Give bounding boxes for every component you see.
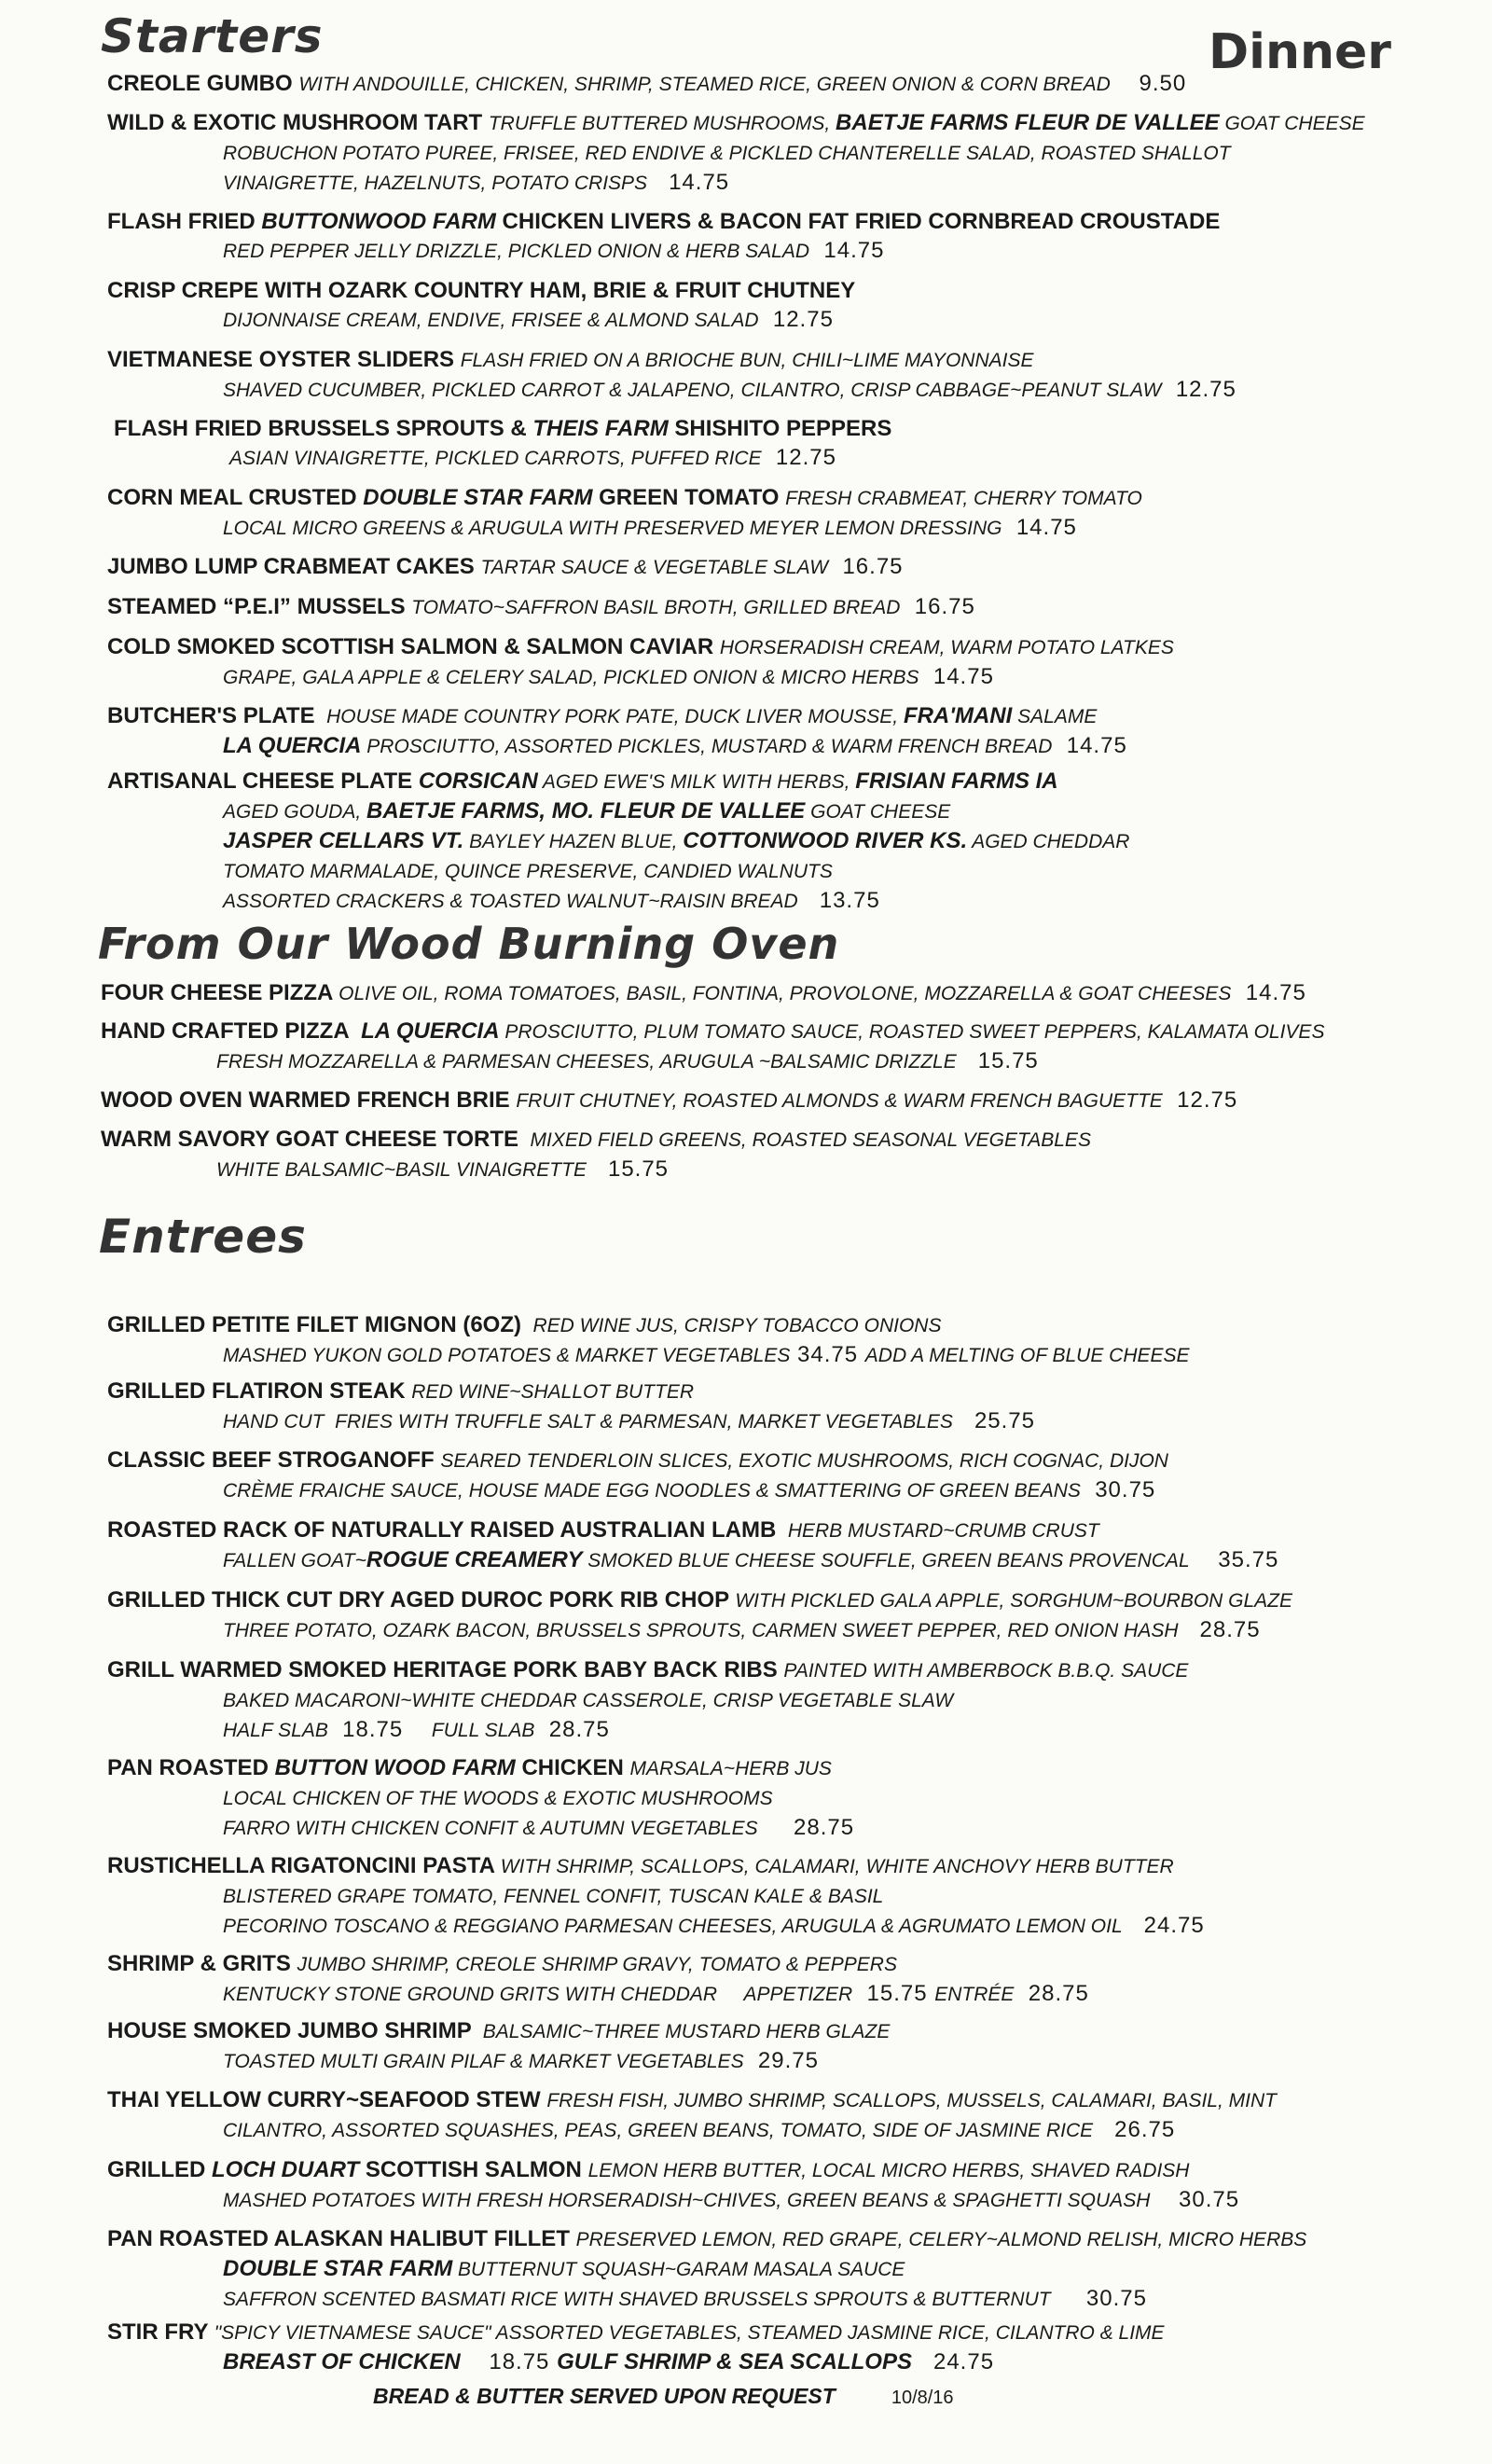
item-line [107,1685,1188,1715]
item-price: 14.75 [1052,733,1127,758]
item-description: SALAME [1012,706,1098,727]
item-name: CREOLE GUMBO [107,71,299,96]
item-line [107,1615,1292,1645]
item-price: 30.75 [1050,2286,1147,2311]
item-producer: JASPER CELLARS VT. [223,828,464,853]
item-price: 9.50 [1110,71,1187,96]
item-description: GRAPE, GALA APPLE & CELERY SALAD, PICKLED ONION & MICRO HERBS [223,667,919,688]
item-description: VINAIGRETTE, HAZELNUTS, POTATO CRISPS [223,173,648,194]
item-price: 12.75 [1162,1087,1238,1113]
item-description: SEARED TENDERLOIN SLICES, EXOTIC MUSHROOMS, RICH COGNAC, DIJON [440,1450,1168,1472]
item-description: TOMATO MARMALADE, QUINCE PRESERVE, CANDIED WALNUTS [223,861,833,882]
menu-item [107,701,1127,761]
menu-item [107,345,1236,405]
menu-date: 10/8/16 [891,2388,954,2408]
item-name: CORN MEAL CRUSTED [107,485,364,510]
entrees-heading: Entrees [99,1210,307,1264]
item-name: SHISHITO PEPPERS [668,416,892,441]
item-description: THREE POTATO, OZARK BACON, BRUSSELS SPROUTS, CARMEN SWEET PEPPER, RED ONION HASH [223,1620,1179,1641]
item-name: STEAMED “P.E.I” MUSSELS [107,594,412,619]
item-name: WOOD OVEN WARMED FRENCH BRIE [101,1087,517,1113]
menu-item [107,1310,1190,1370]
item-description: ROBUCHON POTATO PUREE, FRISEE, RED ENDIVE & PICKLED CHANTERELLE SALAD, ROASTED SHALLOT [223,143,1231,164]
item-description: BUTTERNUT SQUASH~GARAM MASALA SAUCE [452,2259,905,2280]
item-producer: ROGUE CREAMERY [366,1547,583,1572]
item-line [107,2224,1306,2254]
item-line [107,2155,1239,2185]
footer-note: BREAD & BUTTER SERVED UPON REQUEST [373,2384,836,2408]
item-description: RED WINE~SHALLOT BUTTER [411,1381,695,1403]
menu-item [107,592,975,622]
item-description: RED PEPPER JELLY DRIZZLE, PICKLED ONION & HERB SALAD [223,241,810,262]
item-description: WITH PICKLED GALA APPLE, SORGHUM~BOURBON GLAZE [735,1590,1293,1612]
item-line [107,1911,1205,1941]
menu-item [107,2085,1277,2145]
item-name: CRISP CREPE WITH OZARK COUNTRY HAM, BRIE & FRUIT CHUTNEY [107,278,856,303]
dinner-heading: Dinner [1209,24,1391,80]
item-line [107,236,1220,266]
item-description: HORSERADISH CREAM, WARM POTATO LATKES [719,637,1174,658]
item-line [114,414,891,443]
item-line [107,1310,1190,1340]
item-price: 35.75 [1189,1547,1279,1572]
item-line [107,1949,1089,1979]
item-line [107,69,1186,99]
item-name: FOUR CHEESE PIZZA [101,980,339,1005]
item-name: FLASH FRIED BRUSSELS SPROUTS & [114,416,533,441]
item-description: PRESERVED LEMON, RED GRAPE, CELERY~ALMOND RELISH, MICRO HERBS [575,2229,1307,2250]
item-description: BALSAMIC~THREE MUSTARD HERB GLAZE [477,2021,891,2042]
item-name: WILD & EXOTIC MUSHROOM TART [107,110,489,135]
item-price: 16.75 [900,594,975,619]
item-name: CHICKEN [515,1755,630,1780]
item-name: RUSTICHELLA RIGATONCINI PASTA [107,1853,501,1878]
item-description: JUMBO SHRIMP, CREOLE SHRIMP GRAVY, TOMATO & PEPPERS [297,1954,897,1975]
menu-item [107,1753,854,1843]
item-description: FRESH CRABMEAT, CHERRY TOMATO [785,488,1142,509]
item-line [107,375,1236,405]
item-description: FRUIT CHUTNEY, ROASTED ALMONDS & WARM FRENCH BAGUETTE [516,1090,1163,1112]
menu-item [107,1377,1035,1436]
item-name: COLD SMOKED SCOTTISH SALMON & SALMON CAVIAR [107,634,720,659]
item-description: AGED CHEDDAR [967,831,1130,852]
menu-item [107,1585,1292,1645]
item-description: AGED GOUDA, [223,801,367,823]
item-line [107,513,1142,543]
item-line [107,2284,1306,2314]
item-price: 14.75 [647,170,730,195]
item-description: ENTRÉE [934,1984,1015,2005]
item-line [107,483,1142,513]
item-producer: BUTTONWOOD FARM [261,209,496,234]
item-description: SMOKED BLUE CHEESE SOUFFLE, GREEN BEANS PROVENCAL [582,1550,1190,1571]
item-name: JUMBO LUMP CRABMEAT CAKES [107,554,481,579]
item-description: CRÈME FRAICHE SAUCE, HOUSE MADE EGG NOODLES & SMATTERING OF GREEN BEANS [223,1480,1081,1502]
item-line [107,1715,1188,1745]
item-line [107,1753,854,1783]
item-price: 15.75 [852,1981,935,2006]
item-price: 26.75 [1093,2117,1176,2142]
menu-item [107,1516,1278,1575]
item-name: ARTISANAL CHEESE PLATE [107,768,419,794]
item-name: THAI YELLOW CURRY~SEAFOOD STEW [107,2087,547,2112]
menu-item [107,767,1129,916]
item-name: HAND CRAFTED PIZZA [101,1018,362,1044]
item-description: PROSCIUTTO, PLUM TOMATO SAUCE, ROASTED SWEET PEPPERS, KALAMATA OLIVES [499,1021,1325,1043]
menu-item [107,483,1142,543]
item-name: GRILLED THICK CUT DRY AGED DUROC PORK RIB CHOP [107,1587,736,1613]
menu-item [114,414,891,473]
item-description: LEMON HERB BUTTER, LOCAL MICRO HERBS, SHAVED RADISH [587,2160,1190,2181]
item-name: ROASTED RACK OF NATURALLY RAISED AUSTRALIAN LAMB [107,1517,782,1543]
item-name: BUTCHER'S PLATE [107,703,322,728]
item-description: AGED EWE'S MILK WITH HERBS, [537,771,856,793]
item-line [107,826,1129,856]
item-description: OLIVE OIL, ROMA TOMATOES, BASIL, FONTINA, PROVOLONE, MOZZARELLA & GOAT CHEESES [338,983,1232,1004]
item-description: HALF SLAB [223,1720,328,1741]
item-producer: BREAST OF CHICKEN [223,2349,461,2374]
item-description: WITH ANDOUILLE, CHICKEN, SHRIMP, STEAMED RICE, GREEN ONION & CORN BREAD [298,74,1111,95]
item-name: CLASSIC BEEF STROGANOFF [107,1447,441,1473]
item-price: 14.75 [1231,980,1306,1005]
item-producer: BAETJE FARMS, MO. FLEUR DE VALLEE [366,798,806,824]
item-name: SCOTTISH SALMON [359,2157,588,2182]
footer [373,2384,954,2409]
item-price: 18.75 [460,2349,558,2374]
item-description: TARTAR SAUCE & VEGETABLE SLAW [480,557,829,578]
item-line [107,1655,1188,1685]
item-line [107,276,855,305]
item-price: 16.75 [828,554,904,579]
item-line [107,1881,1205,1911]
item-description: TOMATO~SAFFRON BASIL BROTH, GRILLED BREAD [411,597,901,618]
oven-heading: From Our Wood Burning Oven [98,919,840,969]
item-line [114,443,891,473]
item-line [107,767,1129,796]
item-name: GRILLED [107,2157,212,2182]
item-description: FULL SLAB [431,1720,535,1741]
item-description: SAFFRON SCENTED BASMATI RICE WITH SHAVED BRUSSELS SPROUTS & BUTTERNUT [223,2289,1051,2310]
item-price: 12.75 [758,307,834,332]
item-name: SHRIMP & GRITS [107,1951,297,1976]
item-line [107,552,904,582]
item-price: 12.75 [1161,377,1236,402]
item-line [107,1783,854,1813]
item-price: 29.75 [743,2048,819,2073]
item-producer: FRA'MANI [903,703,1013,728]
item-line [101,978,1306,1008]
item-producer: LOCH DUART [212,2157,360,2182]
item-name: HOUSE SMOKED JUMBO SHRIMP [107,2018,477,2043]
item-name: PAN ROASTED ALASKAN HALIBUT FILLET [107,2226,576,2251]
item-line [101,1125,1091,1155]
item-line [107,796,1129,826]
item-description: MASHED POTATOES WITH FRESH HORSERADISH~CHIVES, GREEN BEANS & SPAGHETTI SQUASH [223,2190,1151,2211]
menu-item [107,1949,1089,2009]
item-description: BAYLEY HAZEN BLUE, [463,831,684,852]
item-price: 14.75 [1002,515,1077,540]
menu-item [107,552,904,582]
item-price: 24.75 [911,2349,995,2374]
item-producer: BAETJE FARMS FLEUR DE VALLEE [836,110,1220,135]
item-description: HOUSE MADE COUNTRY PORK PATE, DUCK LIVER MOUSSE, [321,706,904,727]
item-producer: DOUBLE STAR FARM [223,2256,453,2281]
item-description: FRESH FISH, JUMBO SHRIMP, SCALLOPS, MUSSELS, CALAMARI, BASIL, MINT [546,2090,1277,2111]
item-line [107,207,1220,236]
item-line [107,1585,1292,1615]
menu-item [101,1017,1324,1076]
item-price: 15.75 [956,1048,1039,1073]
item-line [107,2185,1239,2215]
item-name: GRILLED FLATIRON STEAK [107,1378,412,1404]
item-line [107,1406,1035,1436]
item-line [107,1813,854,1843]
item-producer: LA QUERCIA [361,1018,500,1044]
item-price: 14.75 [919,664,994,689]
menu-item [107,2224,1306,2314]
item-line [107,2318,1165,2347]
item-producer: FRISIAN FARMS IA [855,768,1058,794]
item-name: PAN ROASTED [107,1755,275,1780]
item-price: 28.75 [757,1815,855,1840]
menu-item [107,108,1365,198]
item-description: HAND CUT FRIES WITH TRUFFLE SALT & PARMESAN, MARKET VEGETABLES [223,1411,953,1433]
menu-item [107,2016,890,2076]
item-price: 24.75 [1122,1913,1205,1938]
menu-item [107,69,1186,99]
item-description: WITH SHRIMP, SCALLOPS, CALAMARI, WHITE ANCHOVY HERB BUTTER [500,1856,1174,1877]
menu-item [107,2318,1165,2376]
item-line [101,1086,1237,1115]
item-name: GRILL WARMED SMOKED HERITAGE PORK BABY BACK RIBS [107,1657,784,1682]
item-line [107,632,1174,662]
menu-item [107,276,855,335]
item-price: 28.75 [1178,1617,1261,1642]
item-description: TOASTED MULTI GRAIN PILAF & MARKET VEGETABLES [223,2051,744,2072]
item-price: 15.75 [586,1156,670,1182]
item-producer: COTTONWOOD RIVER KS. [683,828,968,853]
item-line [107,1516,1278,1545]
item-name: GRILLED PETITE FILET MIGNON (6OZ) [107,1312,528,1337]
item-description: WHITE BALSAMIC~BASIL VINAIGRETTE [216,1159,587,1181]
item-line [107,138,1365,168]
item-description: "SPICY VIETNAMESE SAUCE" ASSORTED VEGETABLES, STEAMED JASMINE RICE, CILANTRO & LIME [214,2322,1165,2344]
item-name: VIETMANESE OYSTER SLIDERS [107,347,461,372]
item-price: 18.75 [327,1717,432,1742]
item-line [107,662,1174,692]
item-line [101,1046,1324,1076]
item-producer: GULF SHRIMP & SEA SCALLOPS [557,2349,912,2374]
item-line [107,108,1365,138]
menu-item [107,1851,1205,1941]
item-line [107,2046,890,2076]
item-description: BLISTERED GRAPE TOMATO, FENNEL CONFIT, TUSCAN KALE & BASIL [223,1886,884,1907]
item-name: CHICKEN LIVERS & BACON FAT FRIED CORNBREAD CROUSTADE [495,209,1221,234]
item-price: 30.75 [1080,1477,1156,1502]
item-producer: CORSICAN [418,768,538,794]
menu-item [101,978,1306,1008]
item-line [107,2254,1306,2284]
item-price: 14.75 [809,238,885,263]
menu-item [101,1086,1237,1115]
item-description: RED WINE JUS, CRISPY TOBACCO ONIONS [527,1315,942,1336]
item-line [107,2115,1277,2145]
item-name: STIR FRY [107,2319,214,2345]
item-description: ASSORTED CRACKERS & TOASTED WALNUT~RAISIN BREAD [223,891,798,912]
item-description: FRESH MOZZARELLA & PARMESAN CHEESES, ARUGULA ~BALSAMIC DRIZZLE [216,1051,957,1073]
item-description: FARRO WITH CHICKEN CONFIT & AUTUMN VEGETABLES [223,1818,758,1839]
item-line [107,1446,1168,1475]
item-producer: LA QUERCIA [223,733,362,758]
item-line [101,1017,1324,1046]
menu-item [107,632,1174,692]
item-line [107,1851,1205,1881]
item-description: MARSALA~HERB JUS [629,1758,832,1779]
item-line [107,168,1365,198]
item-line [107,305,855,335]
item-price: 30.75 [1150,2187,1240,2212]
item-line [107,2085,1277,2115]
item-description: CILANTRO, ASSORTED SQUASHES, PEAS, GREEN BEANS, TOMATO, SIDE OF JASMINE RICE [223,2120,1094,2141]
item-description: BAKED MACARONI~WHITE CHEDDAR CASSEROLE, CRISP VEGETABLE SLAW [223,1690,954,1711]
item-description: KENTUCKY STONE GROUND GRITS WITH CHEDDAR APPETIZER [223,1984,853,2005]
item-producer: DOUBLE STAR FARM [363,485,593,510]
item-price: 13.75 [797,888,880,913]
item-line [107,1377,1035,1406]
menu-item [107,207,1220,266]
item-description: PECORINO TOSCANO & REGGIANO PARMESAN CHEESES, ARUGULA & AGRUMATO LEMON OIL [223,1916,1123,1937]
menu-item [107,1446,1168,1505]
item-description: PAINTED WITH AMBERBOCK B.B.Q. SAUCE [783,1660,1189,1682]
item-description: PROSCIUTTO, ASSORTED PICKLES, MUSTARD & WARM FRENCH BREAD [361,736,1053,757]
item-description: LOCAL CHICKEN OF THE WOODS & EXOTIC MUSHROOMS [223,1788,773,1809]
item-name: FLASH FRIED [107,209,262,234]
item-line [107,1545,1278,1575]
item-description: ADD A MELTING OF BLUE CHEESE [864,1345,1190,1366]
item-description: TRUFFLE BUTTERED MUSHROOMS, [488,113,836,134]
menu-item [107,1655,1188,1745]
item-description: MIXED FIELD GREENS, ROASTED SEASONAL VEGETABLES [524,1129,1091,1151]
item-description: GOAT CHEESE [1219,113,1365,134]
item-price: 28.75 [1014,1981,1089,2006]
item-price: 25.75 [952,1408,1035,1433]
item-price: 34.75 [790,1342,865,1367]
item-description: HERB MUSTARD~CRUMB CRUST [782,1520,1099,1542]
item-description: ASIAN VINAIGRETTE, PICKLED CARROTS, PUFFED RICE [229,448,762,469]
item-description: MASHED YUKON GOLD POTATOES & MARKET VEGETABLES [223,1345,791,1366]
item-line [107,886,1129,916]
item-line [107,2347,1165,2376]
item-name: GREEN TOMATO [592,485,786,510]
item-description: GOAT CHEESE [805,801,951,823]
item-description: FALLEN GOAT~ [223,1550,366,1571]
item-description: LOCAL MICRO GREENS & ARUGULA WITH PRESERVED MEYER LEMON DRESSING [223,518,1002,539]
item-name: WARM SAVORY GOAT CHEESE TORTE [101,1127,525,1152]
menu-item [101,1125,1091,1184]
item-line [101,1155,1091,1184]
item-line [107,1475,1168,1505]
item-line [107,731,1127,761]
item-line [107,856,1129,886]
item-line [107,1979,1089,2009]
item-producer: BUTTON WOOD FARM [274,1755,516,1780]
item-producer: THEIS FARM [532,416,669,441]
item-description: SHAVED CUCUMBER, PICKLED CARROT & JALAPENO, CILANTRO, CRISP CABBAGE~PEANUT SLAW [223,380,1162,401]
item-line [107,701,1127,731]
item-line [107,1340,1190,1370]
item-description: FLASH FRIED ON A BRIOCHE BUN, CHILI~LIME MAYONNAISE [460,350,1034,371]
item-line [107,2016,890,2046]
item-line [107,592,975,622]
item-price: 28.75 [534,1717,610,1742]
item-line [107,345,1236,375]
menu-item [107,2155,1239,2215]
item-description: DIJONNAISE CREAM, ENDIVE, FRISEE & ALMOND SALAD [223,310,759,331]
starters-heading: Starters [101,9,324,63]
item-price: 12.75 [761,445,836,470]
